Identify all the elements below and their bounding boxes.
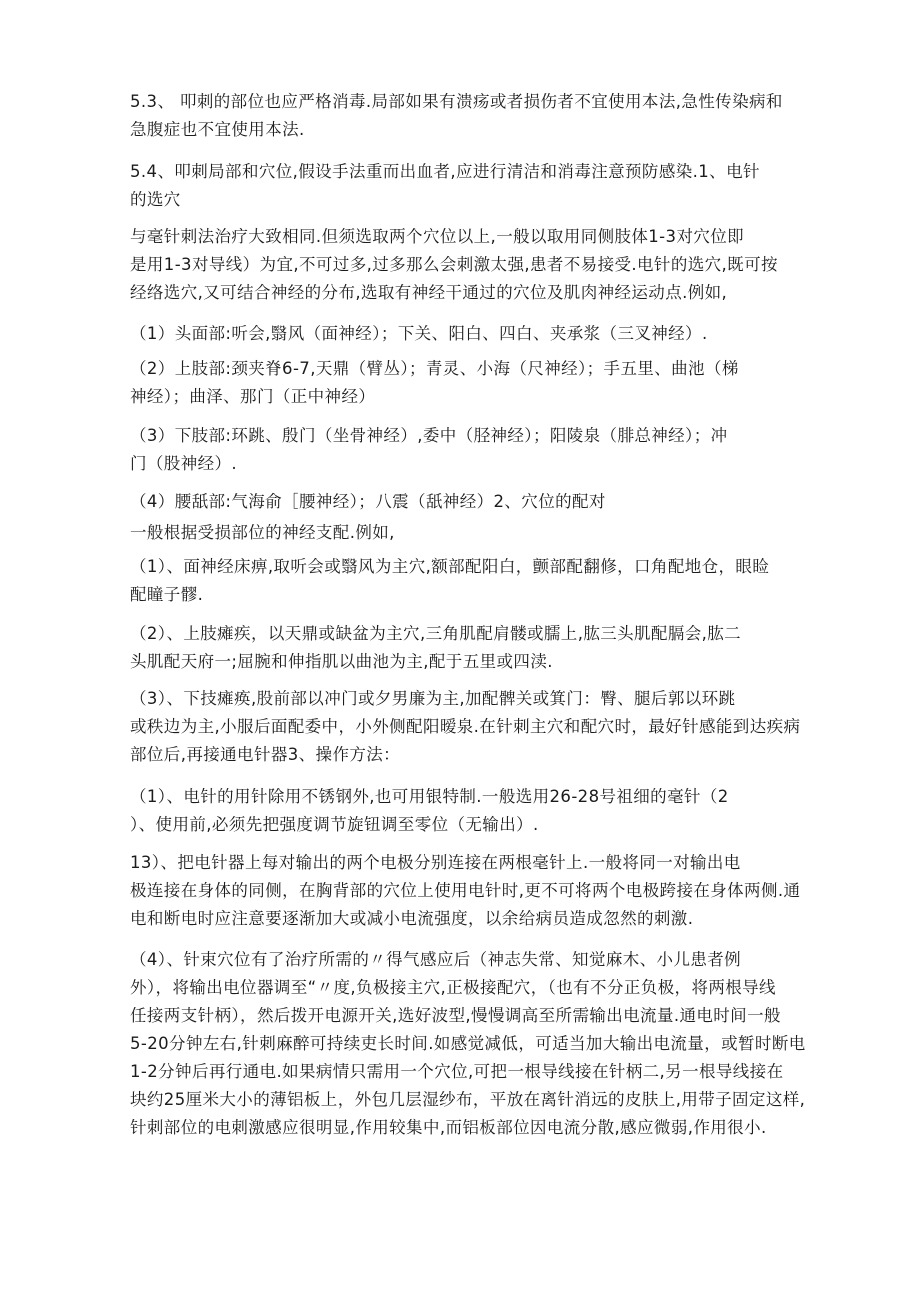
text-line: 与毫针刺法治疗大致相同.但须选取两个穴位以上,一般以取用同侧肢体1-3对穴位即: [130, 227, 745, 246]
text-line: 5.4、叩刺局部和穴位,假设手法重而出血者,应进行清洁和消毒注意预防感染.1、电针: [130, 162, 760, 181]
text-line: 的选穴: [130, 190, 181, 209]
list-item-operation-step-1: [130, 783, 830, 839]
paragraph-acupoint-selection: [130, 223, 830, 307]
text-line: （4）、针束穴位有了治疗所需的〃得气感应后（神志失常、知觉麻木、小儿患者例: [130, 950, 742, 969]
list-item-lower-limb: [130, 422, 830, 478]
text-line: 部位后,再接通电针器3、操作方法：: [130, 745, 401, 764]
text-line: （4）腰舐部:气海俞［腰神经）；八震（舐神经）2、穴位的配对: [130, 492, 606, 511]
text-line: （1）、电针的用针除用不锈钢外,也可用银特制.一般选用26-28号祖细的毫针（2: [130, 787, 729, 806]
text-line: （1）头面部:听会,翳风（面神经）；下关、阳白、四白、夹承浆（三叉神经）.: [130, 324, 708, 343]
paragraph-5-3: [130, 88, 830, 144]
text-line: 任接两支针柄），然后拨开电源开关,选好波型,慢慢调高至所需输出电流量.通电时间一般: [130, 1006, 781, 1025]
text-line: 门（股神经）.: [130, 454, 238, 473]
text-line: 或秩边为主,小服后面配委中，小外侧配阳暧泉.在针刺主穴和配穴时，最好针感能到达疾病: [130, 717, 801, 736]
list-item-lumbosacral: [130, 488, 830, 516]
text-line: 极连接在身体的同侧，在胸背部的穴位上使用电针时,更不可将两个电极跨接在身体两侧.通: [130, 881, 801, 900]
list-item-facial-paralysis: [130, 553, 830, 609]
list-item-lower-limb-paralysis: [130, 685, 830, 769]
text-line: （3）、下技瘫痪,股前部以冲门或夕男廉为主,加配髀关或箕门：臀、腿后郭以环跳: [130, 689, 736, 708]
text-line: 块约25厘米大小的薄铝板上，外包几层湿纱布，平放在离针消远的皮肤上,用带子固定这样,: [130, 1090, 806, 1109]
text-line: 5-20分钟左右,针刺麻醉可持续吏长时间.如感觉减低，可适当加大输出电流量，或暂时断电: [130, 1034, 806, 1053]
text-line: 5.3、 叩刺的部位也应严格消毒.局部如果有溃疡或者损伤者不宜使用本法,急性传染病和: [130, 92, 783, 111]
text-line: 经络选穴,又可结合神经的分布,选取有神经干通过的穴位及肌肉神经运动点.例如,: [130, 283, 728, 302]
paragraph-5-4: [130, 158, 830, 214]
list-item-upper-limb-paralysis: [130, 620, 830, 676]
text-line: （3）下肢部:环跳、殷门（坐骨神经）,委中（胫神经）；阳陵泉（腓总神经）；冲: [130, 426, 728, 445]
text-line: 1-2分钟后再行通电.如果病情只需用一个穴位,可把一根导线接在针柄二,另一根导线接在: [130, 1062, 784, 1081]
text-line: （2）、上肢瘫疾，以天鼎或缺盆为主穴,三角肌配肩髅或臑上,肱三头肌配膈会,肱二: [130, 624, 742, 643]
text-line: 外），将输出电位器调至“〃度,负极接主穴,正极接配穴，（也有不分正负极，将两根导线: [130, 978, 776, 997]
list-item-head-face: [130, 320, 830, 348]
text-line: 头肌配天府一;屈腕和伸指肌以曲池为主,配于五里或四渎.: [130, 652, 553, 671]
text-line: 一般根据受损部位的神经支配.例如,: [130, 523, 395, 542]
text-line: 针刺部位的电刺激感应很明显,作用较集中,而铝板部位因电流分散,感应微弱,作用很小.: [130, 1118, 767, 1137]
list-item-operation-step-4: [130, 946, 830, 1142]
text-line: 是用1-3对导线）为宜,不可过多,过多那么会刺激太强,患者不易接受.电针的选穴,既可按: [130, 255, 778, 274]
text-line: 电和断电时应注意要逐渐加大或减小电流强度，以余给病员造成忽然的刺激.: [130, 909, 694, 928]
text-line: 神经）；曲泽、那门（正中神经）: [130, 387, 376, 406]
text-line: ）、使用前,必须先把强度调节旋钮调至零位（无输出）.: [130, 815, 539, 834]
text-line: 急腹症也不宜使用本法.: [130, 120, 305, 139]
list-item-upper-limb: [130, 355, 830, 411]
text-line: 配瞳子髎.: [130, 585, 204, 604]
text-line: （2）上肢部:颈夹脊6-7,天鼎（臂丛）；青灵、小海（尺神经）；手五里、曲池（梯: [130, 359, 739, 378]
text-line: （1）、面神经床痹,取听会或翳风为主穴,额部配阳白，颤部配翻修，口角配地仓，眼睑: [130, 557, 770, 576]
list-item-operation-step-3: [130, 849, 830, 933]
paragraph-nerve-innervation: [130, 519, 830, 547]
text-line: 13）、把电针器上每对输出的两个电极分别连接在两根毫针上.一般将同一对输出电: [130, 853, 741, 872]
